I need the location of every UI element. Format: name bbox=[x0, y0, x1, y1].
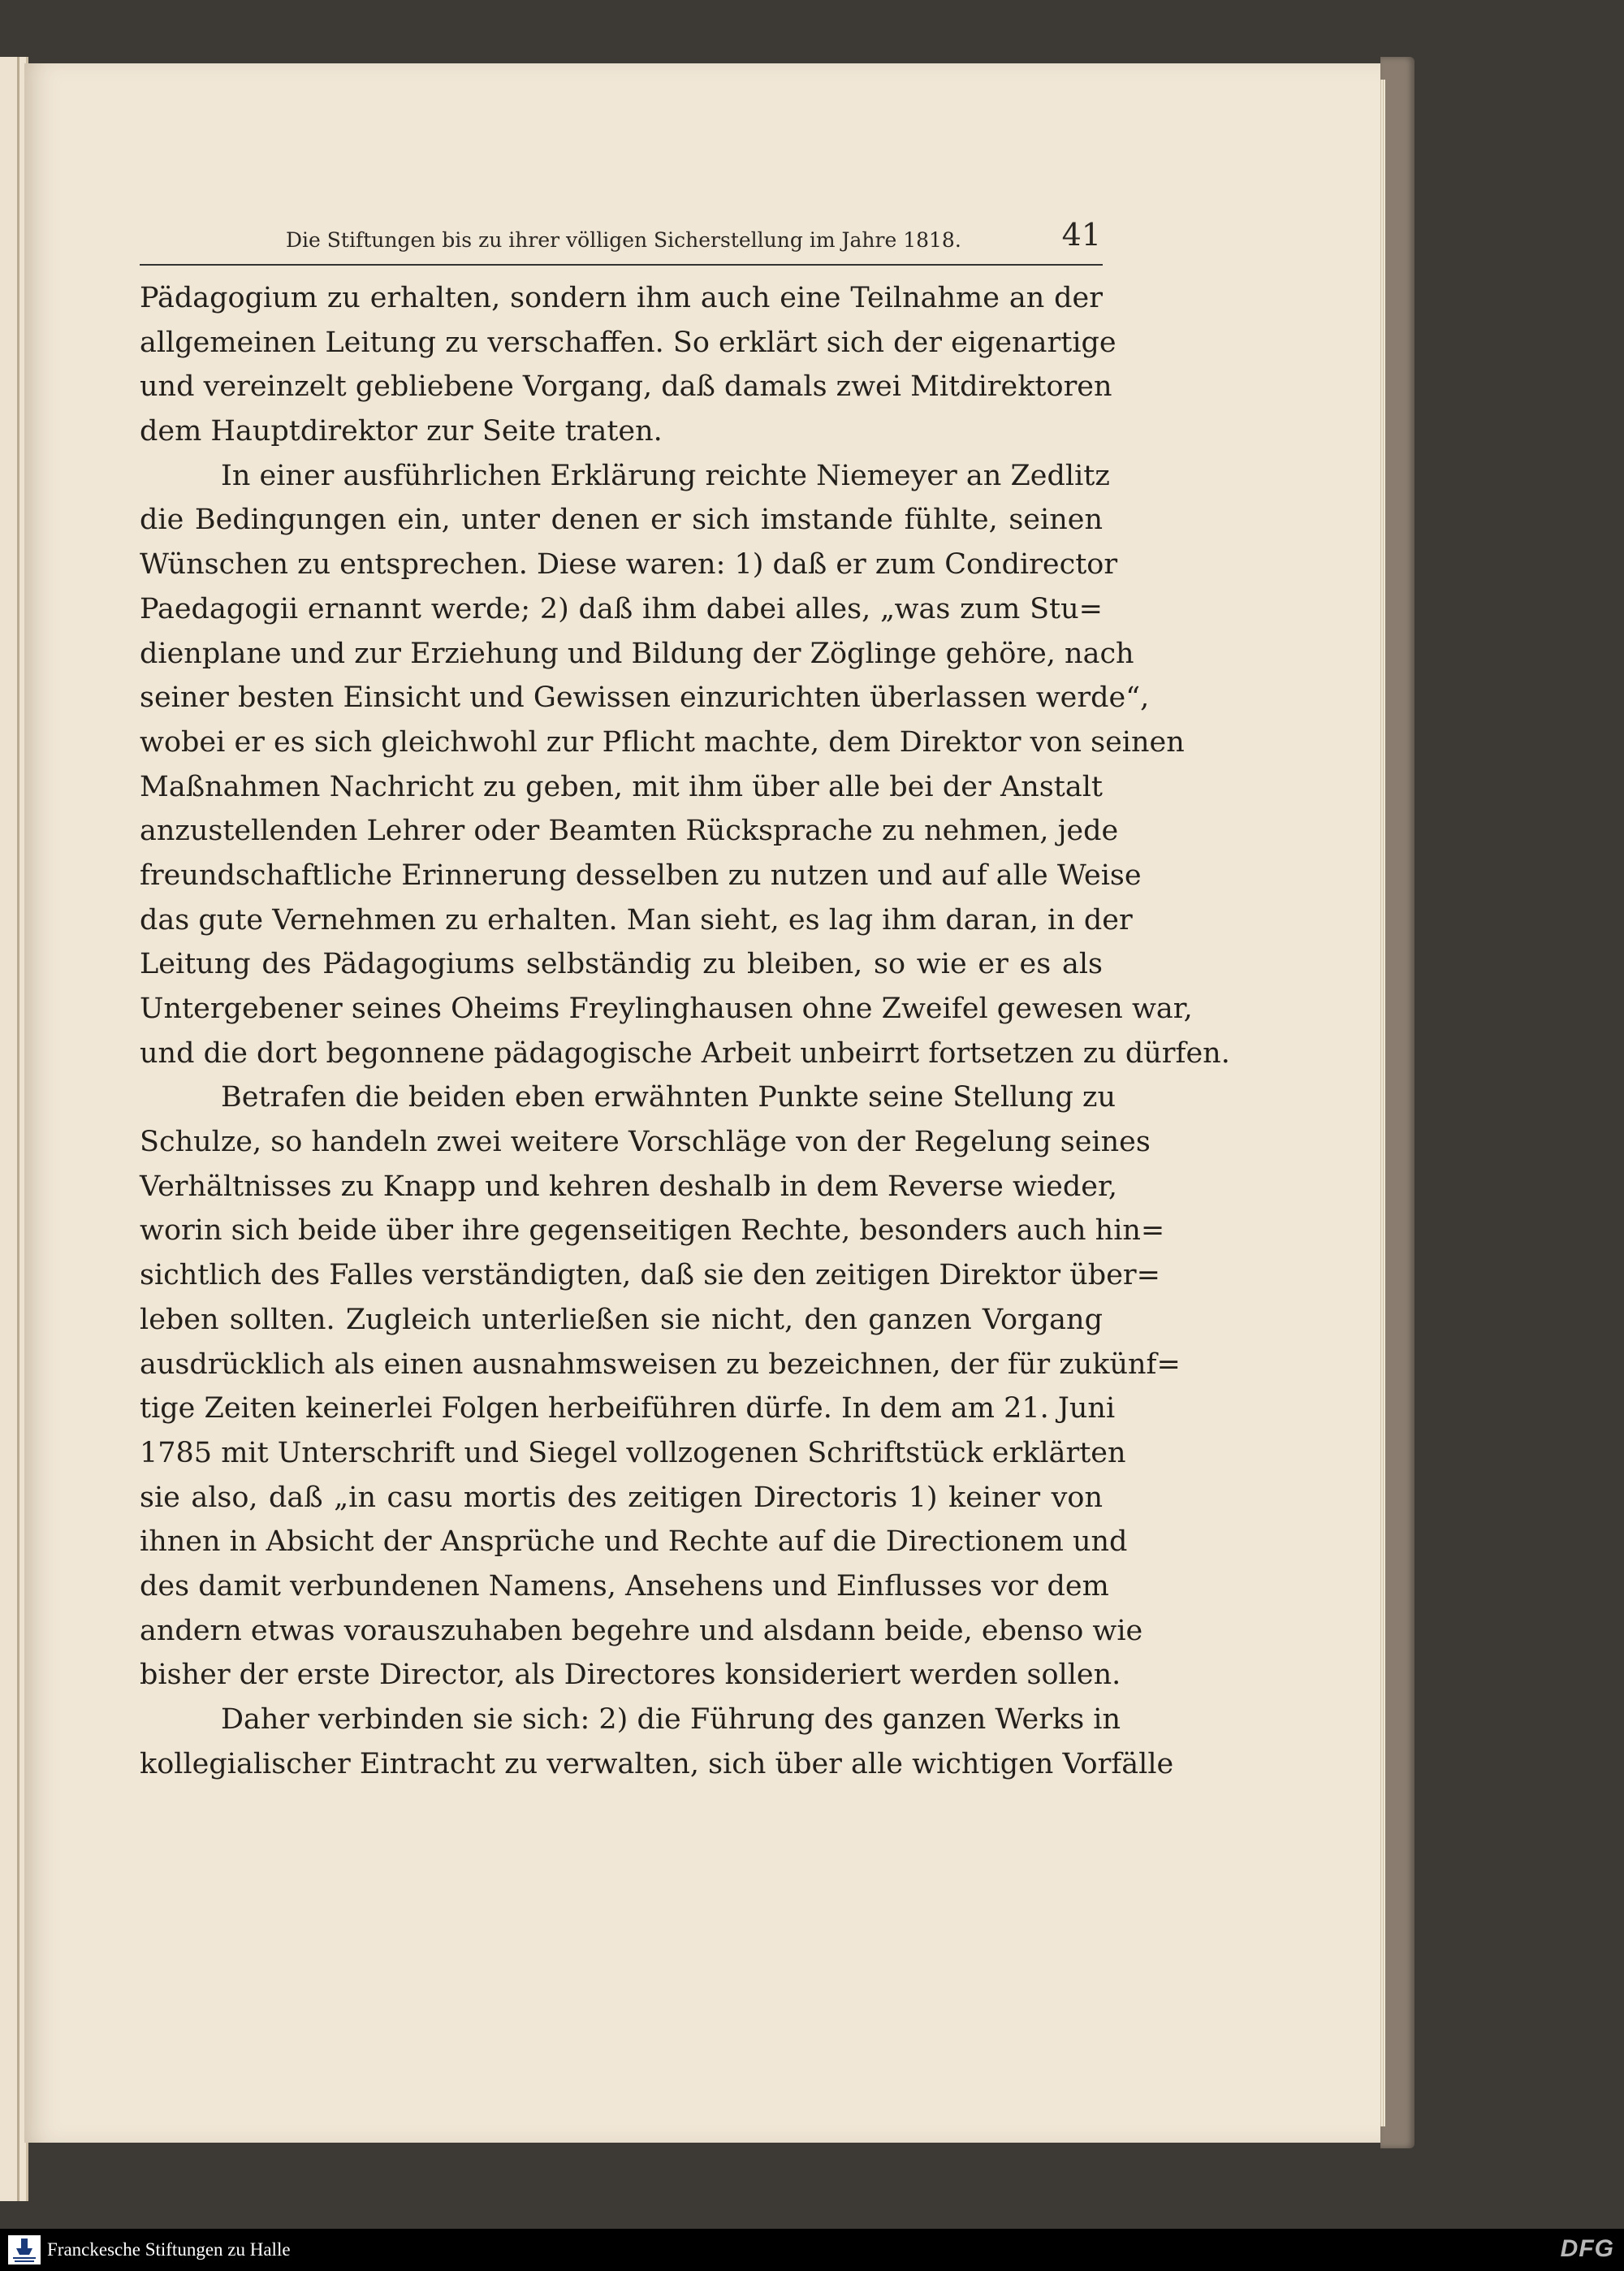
text-line: Wünschen zu entsprechen. Diese waren: 1) daß er zum Condirector bbox=[140, 548, 1118, 582]
text-line: Untergebener seines Oheims Freylinghausen ohne Zweifel gewesen war, bbox=[140, 993, 1193, 1025]
institution-logo-icon bbox=[8, 2235, 41, 2265]
text-line: freundschaftliche Erinnerung desselben zu nutzen und auf alle Weise bbox=[140, 859, 1142, 892]
text-line: kollegialischer Eintracht zu verwalten, sich über alle wichtigen Vorfälle bbox=[140, 1747, 1174, 1780]
text-line: dienplane und zur Erziehung und Bildung der Zöglinge gehöre, nach bbox=[140, 637, 1134, 670]
text-line: ihnen in Absicht der Ansprüche und Rechte auf die Directionem und bbox=[140, 1525, 1128, 1559]
text-line: Maßnahmen Nachricht zu geben, mit ihm über alle bei der Anstalt bbox=[140, 770, 1103, 803]
text-line: Betrafen die beiden eben erwähnten Punkte seine Stellung zu bbox=[221, 1081, 1116, 1114]
text-line: des damit verbundenen Namens, Ansehens und Einflusses vor dem bbox=[140, 1569, 1109, 1603]
text-line: ausdrücklich als einen ausnahmsweisen zu bezeichnen, der für zukünf= bbox=[140, 1347, 1181, 1381]
running-title: Die Stiftungen bis zu ihrer völligen Sicherstellung im Jahre 1818. bbox=[286, 228, 961, 252]
dfg-logo: DFG bbox=[1560, 2235, 1614, 2262]
text-line: allgemeinen Leitung zu verschaffen. So erklärt sich der eigenartige bbox=[140, 326, 1116, 359]
text-line: anzustellenden Lehrer oder Beamten Rücksprache zu nehmen, jede bbox=[140, 815, 1119, 848]
body-text bbox=[140, 276, 1230, 1786]
text-line: seiner besten Einsicht und Gewissen einzurichten überlassen werde“, bbox=[140, 681, 1150, 715]
text-line: sichtlich des Falles verständigten, daß sie den zeitigen Direktor über= bbox=[140, 1259, 1160, 1292]
text-line: Daher verbinden sie sich: 2) die Führung des ganzen Werks in bbox=[221, 1703, 1121, 1736]
text-line: Paedagogii ernannt werde; 2) daß ihm dabei alles, „was zum Stu= bbox=[140, 592, 1103, 625]
text-line: und vereinzelt gebliebene Vorgang, daß damals zwei Mitdirektoren bbox=[140, 370, 1112, 404]
book-cover-board bbox=[1380, 57, 1415, 2148]
text-line: und die dort begonnene pädagogische Arbeit unbeirrt fortsetzen zu dürfen. bbox=[140, 1036, 1230, 1070]
text-line: Pädagogium zu erhalten, sondern ihm auch eine Teilnahme an der bbox=[140, 282, 1103, 314]
text-line: tige Zeiten keinerlei Folgen herbeiführen dürfe. In dem am 21. Juni bbox=[140, 1392, 1116, 1425]
running-head bbox=[140, 207, 1103, 266]
text-line: Verhältnisses zu Knapp und kehren deshalb in dem Reverse wieder, bbox=[140, 1170, 1117, 1203]
text-line: Leitung des Pädagogiums selbständig zu bleiben, so wie er es als bbox=[140, 948, 1103, 981]
text-line: leben sollten. Zugleich unterließen sie nicht, den ganzen Vorgang bbox=[140, 1303, 1103, 1336]
text-line: die Bedingungen ein, unter denen er sich imstande fühlte, seinen bbox=[140, 504, 1103, 537]
text-line: 1785 mit Unterschrift und Siegel vollzogenen Schriftstück erklärten bbox=[140, 1436, 1126, 1469]
text-line: andern etwas vorauszuhaben begehre und alsdann beide, ebenso wie bbox=[140, 1614, 1143, 1647]
text-line: Schulze, so handeln zwei weitere Vorschläge von der Regelung seines bbox=[140, 1126, 1151, 1159]
text-line: sie also, daß „in casu mortis des zeitigen Directoris 1) keiner von bbox=[140, 1481, 1103, 1514]
viewer-footer bbox=[0, 2229, 1624, 2271]
text-line: In einer ausführlichen Erklärung reichte Niemeyer an Zedlitz bbox=[221, 459, 1110, 492]
text-line: wobei er es sich gleichwohl zur Pflicht machte, dem Direktor von seinen bbox=[140, 725, 1185, 759]
text-line: bisher der erste Director, als Directores konsideriert werden sollen. bbox=[140, 1659, 1121, 1692]
page-number: 41 bbox=[1061, 217, 1101, 253]
text-line: das gute Vernehmen zu erhalten. Man sieht, es lag ihm daran, in der bbox=[140, 903, 1133, 937]
institution-name: Franckesche Stiftungen zu Halle bbox=[47, 2239, 291, 2260]
text-line: worin sich beide über ihre gegenseitigen Rechte, besonders auch hin= bbox=[140, 1214, 1165, 1248]
text-line: dem Hauptdirektor zur Seite traten. bbox=[140, 415, 663, 448]
